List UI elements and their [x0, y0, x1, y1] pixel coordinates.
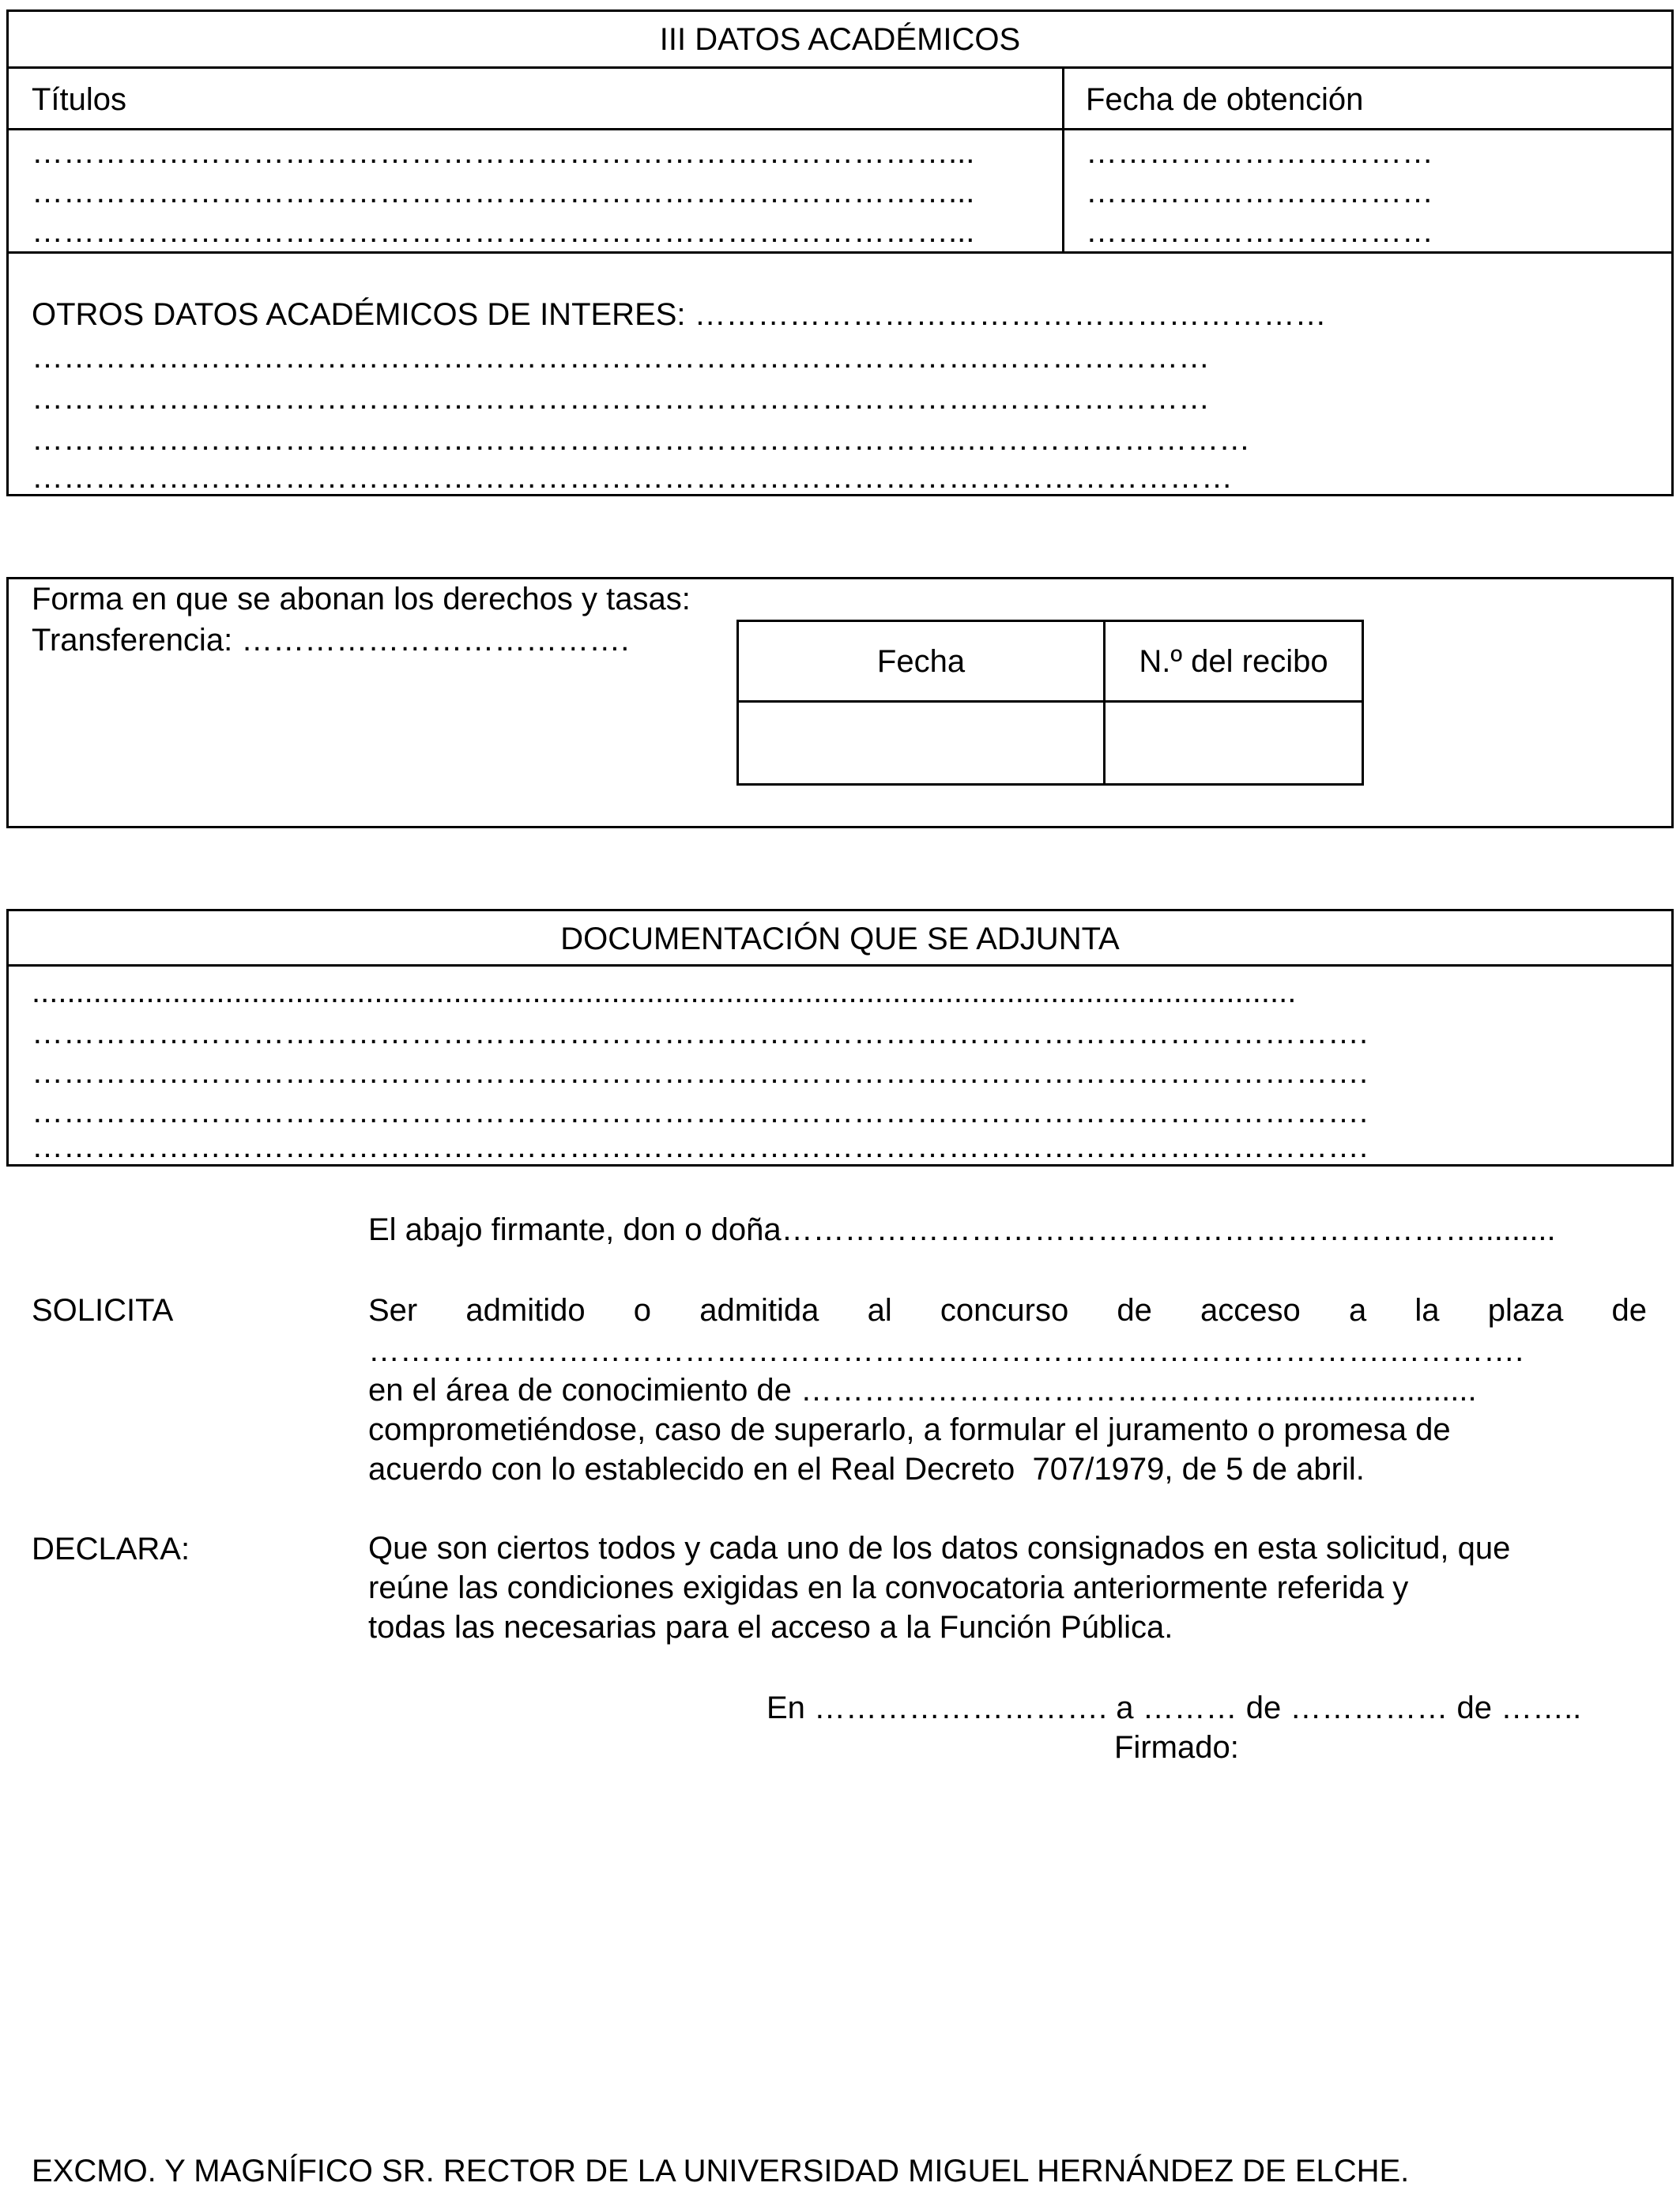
receipt-date-cell[interactable] [739, 703, 1103, 783]
signed-label: Firmado: [1114, 1730, 1239, 1765]
solicita-commitment-text: comprometiéndose, caso de superarlo, a formular el juramento o promesa de [368, 1412, 1451, 1447]
academic-header-divider [6, 128, 1674, 130]
receipt-date-header: Fecha [876, 644, 966, 679]
title-entry-line[interactable]: ……………………………………………………………………………... [32, 175, 975, 209]
solicita-label: SOLICITA [32, 1293, 174, 1328]
documentation-line[interactable]: ................................................................................................................................................ [32, 974, 1297, 1009]
academic-title-divider [6, 66, 1674, 69]
academic-column-divider [1062, 66, 1064, 253]
documentation-title-divider [6, 964, 1674, 967]
documentation-line[interactable]: ………………………………………………………………………………………………………………. [32, 1055, 1369, 1090]
titles-column-header: Títulos [32, 82, 127, 117]
other-academic-data-label[interactable]: OTROS DATOS ACADÉMICOS DE INTERES: …………………………………………………… [32, 297, 1327, 332]
other-academic-data-line[interactable]: ……………………………………………………………………………..……………………… [32, 422, 1251, 457]
date-entry-line[interactable]: …………………………… [1086, 135, 1433, 170]
payment-method-label: Forma en que se abonan los derechos y tasas: [32, 582, 691, 616]
declara-text-line: Que son ciertos todos y cada uno de los datos consignados en esta solicitud, que [368, 1531, 1511, 1566]
transfer-field[interactable]: Transferencia: ………………………………. [32, 623, 630, 658]
place-date-field[interactable]: En ………………………. a ……… de …………… de …….. [767, 1691, 1582, 1725]
academic-section-title: III DATOS ACADÉMICOS [659, 22, 1021, 57]
documentation-line[interactable]: ………………………………………………………………………………………………………………. [32, 1129, 1369, 1164]
declara-label: DECLARA: [32, 1532, 190, 1566]
solicita-decree-text: acuerdo con lo establecido en el Real Decreto 707/1979, de 5 de abril. [368, 1452, 1365, 1487]
academic-rows-divider [6, 251, 1674, 254]
knowledge-area-field[interactable]: en el área de conocimiento de ………………………………………....................... [368, 1373, 1477, 1408]
other-academic-data-line[interactable]: …………………………………………………………………………………………………… [32, 460, 1233, 495]
receipt-number-cell[interactable] [1106, 703, 1362, 783]
signer-name-field[interactable]: El abajo firmante, don o doña…………………………………………………………......... [368, 1212, 1556, 1247]
documentation-line[interactable]: ………………………………………………………………………………………………………………. [32, 1016, 1369, 1050]
documentation-line[interactable]: ………………………………………………………………………………………………………………. [32, 1095, 1369, 1129]
declara-text-line: reúne las condiciones exigidas en la convocatoria anteriormente referida y [368, 1570, 1409, 1605]
other-academic-data-line[interactable]: ……………………………………………………………………………….………………… [32, 381, 1211, 416]
position-field[interactable]: …………………………………………………………………………………….…………. [368, 1333, 1524, 1368]
title-entry-line[interactable]: ……………………………………………………………………………... [32, 135, 975, 170]
addressee-line: EXCMO. Y MAGNÍFICO SR. RECTOR DE LA UNIVERSIDAD MIGUEL HERNÁNDEZ DE ELCHE. [32, 2154, 1410, 2188]
solicita-text: Ser admitido o admitida al concurso de acceso a la plaza de [368, 1293, 1647, 1328]
documentation-section-title: DOCUMENTACIÓN QUE SE ADJUNTA [560, 922, 1120, 956]
declara-text-line: todas las necesarias para el acceso a la Función Pública. [368, 1610, 1173, 1645]
date-obtained-column-header: Fecha de obtención [1086, 82, 1364, 117]
date-entry-line[interactable]: …………………………… [1086, 175, 1433, 209]
receipt-number-header: N.º del recibo [1139, 644, 1328, 679]
title-entry-line[interactable]: ……………………………………………………………………………... [32, 214, 975, 249]
date-entry-line[interactable]: …………………………… [1086, 214, 1433, 249]
other-academic-data-line[interactable]: ……………………………………………………………………………….………………… [32, 340, 1211, 375]
